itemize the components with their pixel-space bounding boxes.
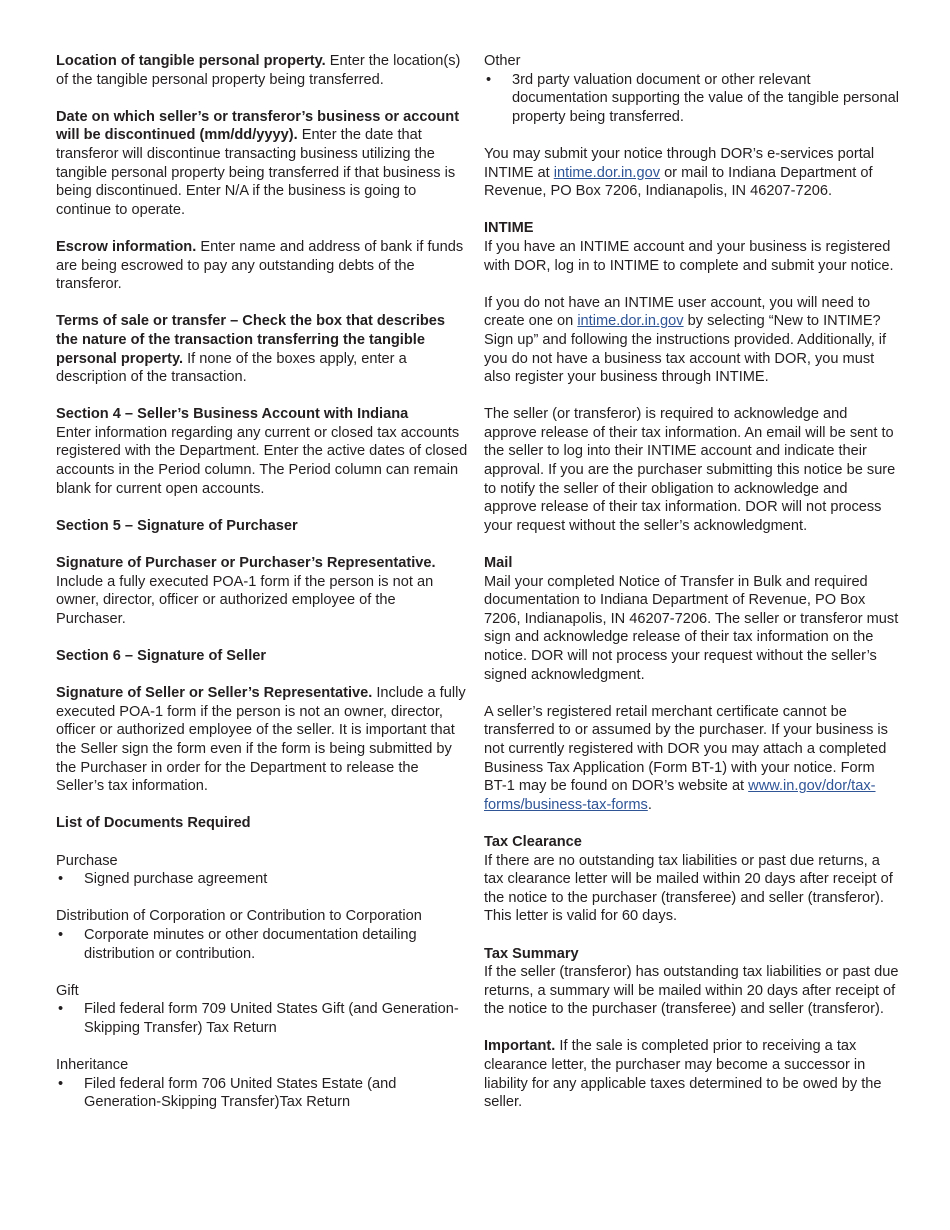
documents-heading: List of Documents Required xyxy=(56,815,251,832)
distribution-group xyxy=(56,907,468,963)
terms-text: If none of the boxes apply, enter a description of the transaction. xyxy=(56,350,407,386)
sig-seller-paragraph xyxy=(56,684,468,796)
escrow-lead: Escrow information. xyxy=(56,238,197,255)
purchase-group xyxy=(56,852,468,889)
discontinue-lead: Date on which seller’s or transferor’s business or account will be discontinued (mm/dd/yyyy). xyxy=(56,108,460,144)
section4-text: Enter information regarding any current or closed tax accounts registered with the Department. Enter the active dates of closed accounts in the Period column. The Period column can remain blank for current open accounts. xyxy=(56,424,468,497)
submit-text-2: or mail to Indiana Department of Revenue, PO Box 7206, Indianapolis, IN 46207-7206. xyxy=(484,164,873,200)
list-item xyxy=(56,1075,468,1112)
sig-seller-text: Include a fully executed POA-1 form if the person is not an owner, director, officer or authorized employee of the seller. It is important that the Seller sign the form even if the form is being submitted by the Purchaser in order for the Department to release the Seller’s tax information. xyxy=(56,685,466,795)
location-paragraph xyxy=(56,52,468,89)
discontinue-paragraph xyxy=(56,108,468,220)
terms-paragraph xyxy=(56,312,468,386)
mail-block xyxy=(484,554,900,684)
other-group xyxy=(484,52,900,126)
location-lead: Location of tangible personal property. xyxy=(56,53,326,69)
distribution-label: Distribution of Corporation or Contribution to Corporation xyxy=(56,908,422,925)
list-item-text: Filed federal form 709 United States Gift (and Generation-Skipping Transfer) Tax Return xyxy=(84,1001,459,1036)
sig-purchaser-paragraph xyxy=(56,554,468,628)
intime-text: If you have an INTIME account and your business is registered with DOR, log in to INTIME to complete and submit your notice. xyxy=(484,238,894,274)
gift-label: Gift xyxy=(56,982,79,999)
purchase-label: Purchase xyxy=(56,852,118,869)
discontinue-text: Enter the date that transferor will discontinue transacting business utilizing the tangible personal property being transferred if that business is being discontinued. Enter N/A if the business is going to continue to operate. xyxy=(56,127,456,218)
right-column xyxy=(484,52,900,1130)
clearance-heading: Tax Clearance xyxy=(484,833,582,850)
clearance-block xyxy=(484,833,900,926)
no-account-text-2: by selecting “New to INTIME? Sign up” and following the instructions provided. Additionally, if you do not have a business tax account with DOR, you must also register your business through INTIME. xyxy=(484,313,887,386)
escrow-text: Enter name and address of bank if funds are being escrowed to pay any outstanding debts of the transferor. xyxy=(56,238,464,293)
list-item-text: Filed federal form 706 United States Estate (and Generation-Skipping Transfer)Tax Return xyxy=(84,1075,397,1111)
submit-paragraph xyxy=(484,145,900,201)
certificate-text-1: A seller’s registered retail merchant certificate cannot be transferred to or assumed by the purchaser. If your business is not currently registered with DOR you may attach a completed Business Tax Application (Form BT-1) with your notice. Form BT-1 may be found on DOR’s website at xyxy=(484,703,888,795)
inheritance-label: Inheritance xyxy=(56,1057,129,1074)
gift-list xyxy=(56,1000,468,1037)
intime-link[interactable]: intime.dor.in.gov xyxy=(553,164,661,181)
certificate-text-2: . xyxy=(647,796,652,813)
intime-block xyxy=(484,219,900,275)
other-list xyxy=(484,71,900,127)
list-item-text: Corporate minutes or other documentation detailing distribution or contribution. xyxy=(84,926,417,962)
summary-heading: Tax Summary xyxy=(484,945,579,962)
bullet-icon: • xyxy=(58,1001,64,1018)
section4-block xyxy=(56,405,468,498)
section4-heading: Section 4 – Seller’s Business Account with Indiana xyxy=(56,406,409,423)
intime-signup-link[interactable]: intime.dor.in.gov xyxy=(577,313,684,330)
tax-forms-link[interactable]: www.in.gov/dor/tax-forms/business-tax-forms xyxy=(484,778,876,813)
location-text: Enter the location(s) of the tangible personal property being transferred. xyxy=(56,53,461,88)
clearance-text: If there are no outstanding tax liabilities or past due returns, a tax clearance letter will be mailed within 20 days after receipt of the notice to the purchaser (transferee) and seller (transferor). This letter is valid for 60 days. xyxy=(484,852,893,925)
certificate-paragraph xyxy=(484,703,900,815)
bullet-icon: • xyxy=(58,926,64,943)
intime-heading: INTIME xyxy=(484,220,534,237)
list-item xyxy=(56,1000,468,1037)
sig-purchaser-text: Include a fully executed POA-1 form if the person is not an owner, director, officer or authorized employee of the Purchaser. xyxy=(56,573,434,627)
bullet-icon: • xyxy=(486,71,492,88)
gift-group xyxy=(56,982,468,1038)
sig-purchaser-lead: Signature of Purchaser or Purchaser’s Representative. xyxy=(56,555,436,572)
important-paragraph xyxy=(484,1037,900,1111)
list-item-text: Signed purchase agreement xyxy=(84,871,268,888)
terms-lead: Terms of sale or transfer – Check the box that describes the nature of the transaction transferring the tangible personal property. xyxy=(56,313,446,367)
list-item xyxy=(56,870,468,889)
inheritance-list xyxy=(56,1075,468,1112)
mail-text: Mail your completed Notice of Transfer in Bulk and required documentation to Indiana Department of Revenue, PO Box 7206, Indianapolis, IN 46207-7206. The seller or transferor must sign and acknowledge release of their tax information on the notice. DOR will not process your request without the seller’s signed acknowledgment. xyxy=(484,573,899,683)
left-column xyxy=(56,52,468,1130)
section6-heading: Section 6 – Signature of Seller xyxy=(56,648,267,664)
list-item xyxy=(56,926,468,963)
inheritance-group xyxy=(56,1056,468,1112)
important-text: If the sale is completed prior to receiving a tax clearance letter, the purchaser may become a successor in liability for any applicable taxes determined to be owed by the seller. xyxy=(484,1038,882,1111)
important-lead: Important. xyxy=(484,1038,556,1055)
no-account-text-1: If you do not have an INTIME user account, you will need to create one on xyxy=(484,294,871,330)
bullet-icon: • xyxy=(58,1075,64,1092)
submit-text-1: You may submit your notice through DOR’s e-services portal INTIME at xyxy=(484,145,875,181)
bullet-icon: • xyxy=(58,871,64,888)
purchase-list xyxy=(56,870,468,889)
list-item xyxy=(484,71,900,127)
other-label: Other xyxy=(484,53,521,69)
distribution-list xyxy=(56,926,468,963)
escrow-paragraph xyxy=(56,238,468,294)
summary-text: If the seller (transferor) has outstanding tax liabilities or past due returns, a summary will be mailed within 20 days after receipt of the notice to the purchaser (transferee) and seller (transferor). xyxy=(484,964,899,1018)
section5-heading: Section 5 – Signature of Purchaser xyxy=(56,517,298,534)
summary-block xyxy=(484,945,900,1019)
list-item-text: 3rd party valuation document or other relevant documentation supporting the value of the tangible personal property being transferred. xyxy=(512,71,900,125)
seller-ack-paragraph: The seller (or transferor) is required to acknowledge and approve release of their tax information. An email will be sent to the seller to log into their INTIME account and indicate their approval. If you are the purchaser submitting this notice be sure to notify the seller of their obligation to acknowledge and approve release of their tax information. DOR will not process your request without the seller’s acknowledgment. xyxy=(484,406,896,534)
mail-heading: Mail xyxy=(484,555,513,572)
no-account-paragraph xyxy=(484,294,900,387)
sig-seller-lead: Signature of Seller or Seller’s Representative. xyxy=(56,685,373,702)
